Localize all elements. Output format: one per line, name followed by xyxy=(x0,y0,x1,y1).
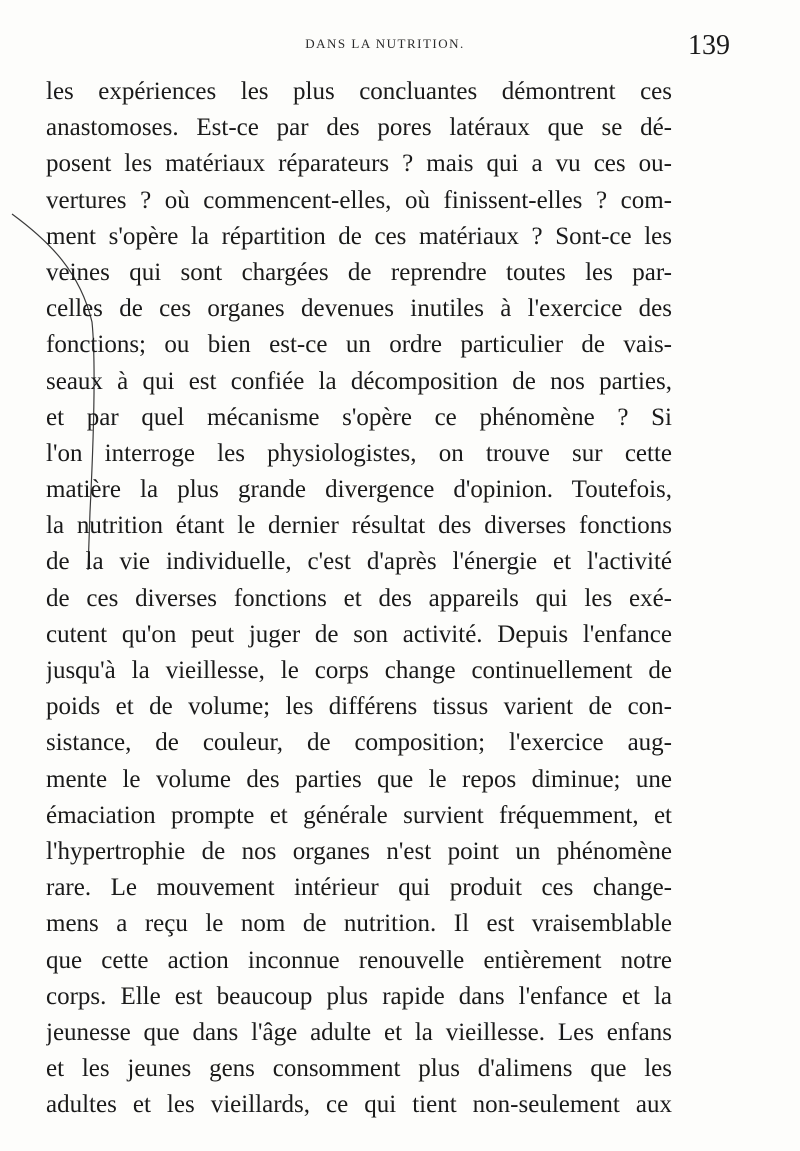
text-line: anastomoses. Est-ce par des pores latéraux que se dé- xyxy=(46,114,672,142)
text-line: adultes et les vieillards, ce qui tient non-seulement aux xyxy=(46,1091,672,1119)
text-line: poids et de volume; les différens tissus varient de con- xyxy=(46,693,672,721)
text-line: la nutrition étant le dernier résultat des diverses fonctions xyxy=(46,512,672,540)
text-line: celles de ces organes devenues inutiles à l'exercice des xyxy=(46,295,672,323)
text-line: jusqu'à la vieillesse, le corps change continuellement de xyxy=(46,657,672,684)
text-line: cutent qu'on peut juger de son activité. Depuis l'enfance xyxy=(46,620,672,648)
body-text xyxy=(46,74,672,1123)
text-line: émaciation prompte et générale survient fréquemment, et xyxy=(46,801,672,829)
text-line: les expériences les plus concluantes démontrent ces xyxy=(46,78,672,105)
text-line: jeunesse que dans l'âge adulte et la vieillesse. Les enfans xyxy=(46,1018,672,1046)
text-line: mens a reçu le nom de nutrition. Il est vraisemblable xyxy=(46,910,672,938)
text-line: et par quel mécanisme s'opère ce phénomène ? Si xyxy=(46,403,672,431)
text-line: veines qui sont chargées de reprendre toutes les par- xyxy=(46,258,672,286)
text-line: fonctions; ou bien est-ce un ordre particulier de vais- xyxy=(46,331,672,359)
text-line: vertures ? où commencent-elles, où finissent-elles ? com- xyxy=(46,186,672,214)
text-line: corps. Elle est beaucoup plus rapide dans l'enfance et la xyxy=(46,982,672,1010)
running-title: DANS LA NUTRITION. xyxy=(305,36,465,51)
text-line: sistance, de couleur, de composition; l'exercice aug- xyxy=(46,729,672,757)
text-line: l'hypertrophie de nos organes n'est point un phénomène xyxy=(46,837,672,865)
text-line: l'on interroge les physiologistes, on trouve sur cette xyxy=(46,439,672,467)
text-line: matière la plus grande divergence d'opinion. Toutefois, xyxy=(46,476,672,504)
text-line: que cette action inconnue renouvelle entièrement notre xyxy=(46,946,672,974)
running-head xyxy=(40,30,730,61)
text-line: de ces diverses fonctions et des appareils qui les exé- xyxy=(46,584,672,612)
text-line: de la vie individuelle, c'est d'après l'énergie et l'activité xyxy=(46,548,672,576)
text-line: rare. Le mouvement intérieur qui produit ces change- xyxy=(46,874,672,902)
text-line: mente le volume des parties que le repos diminue; une xyxy=(46,765,672,793)
text-line: et les jeunes gens consomment plus d'alimens que les xyxy=(46,1055,672,1083)
text-line: posent les matériaux réparateurs ? mais qui a vu ces ou- xyxy=(46,150,672,178)
text-line: seaux à qui est confiée la décomposition de nos parties, xyxy=(46,367,672,395)
text-line: ment s'opère la répartition de ces matériaux ? Sont-ce les xyxy=(46,222,672,250)
page-number: 139 xyxy=(688,30,730,61)
